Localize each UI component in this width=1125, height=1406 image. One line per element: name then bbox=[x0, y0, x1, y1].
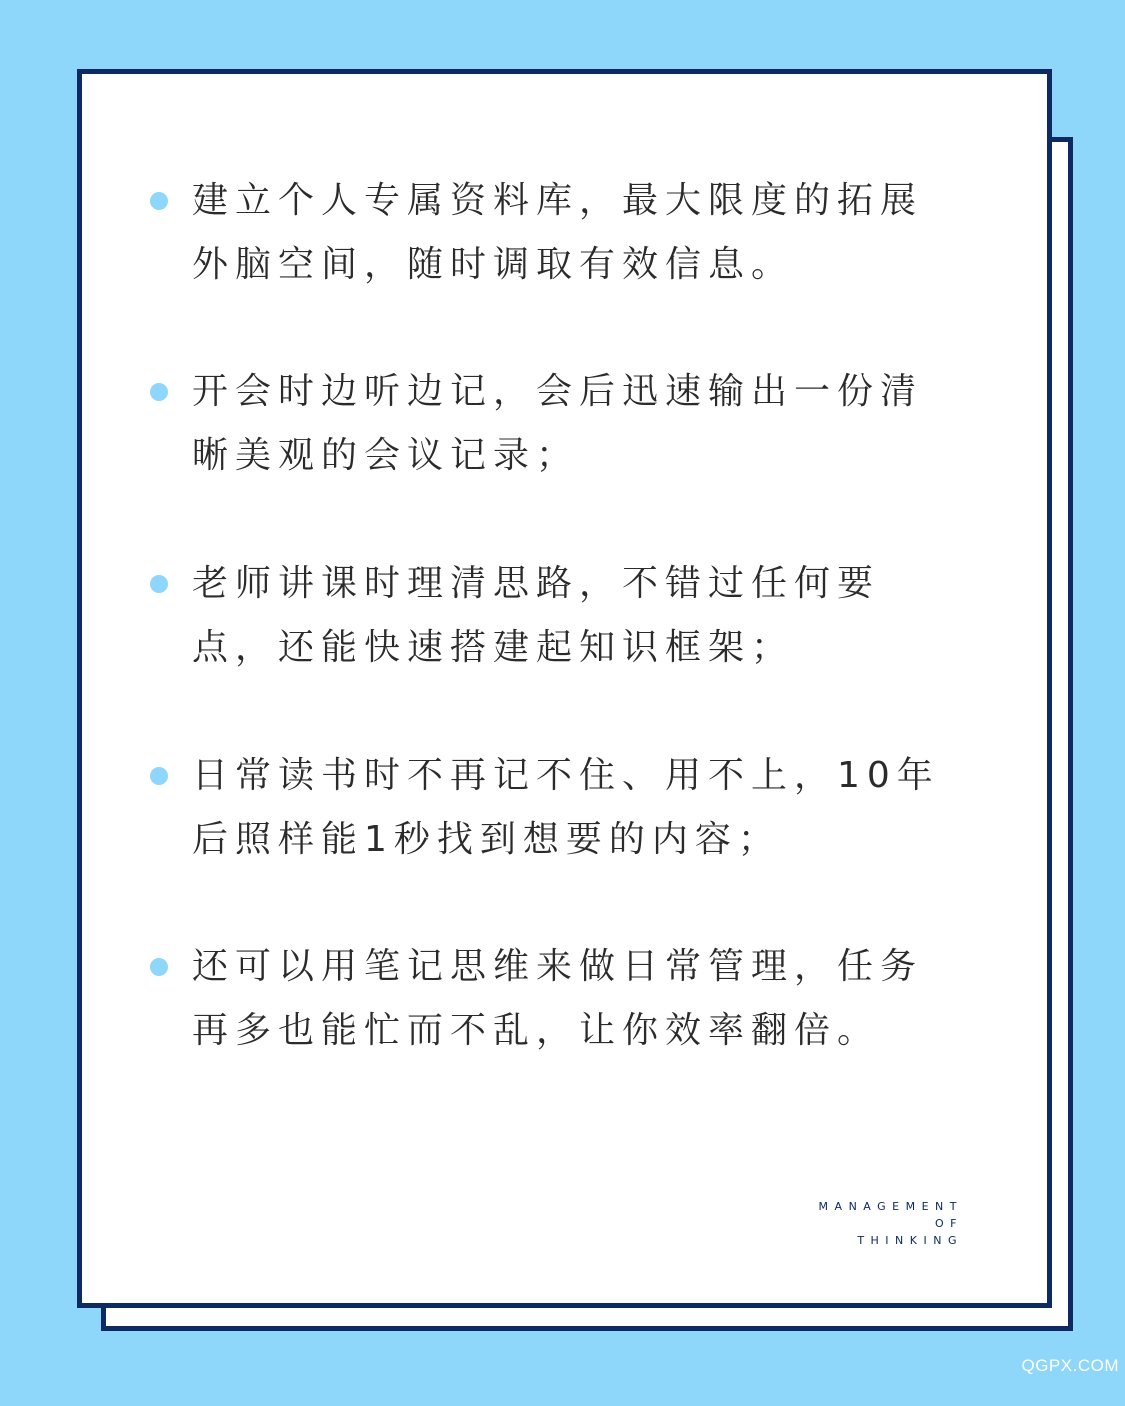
bullet-dot-icon bbox=[150, 192, 168, 210]
bullet-text-line-1: 开会时边听边记，会后迅速输出一份清 bbox=[192, 371, 924, 412]
bullet-text-line-1: 日常读书时不再记不住、用不上，10年 bbox=[192, 755, 940, 796]
bullet-text-line-2: 晰美观的会议记录； bbox=[192, 435, 580, 476]
bullet-text-line-1: 还可以用笔记思维来做日常管理，任务 bbox=[192, 946, 924, 987]
bullet-dot-icon bbox=[150, 575, 168, 593]
bullet-text-line-1: 建立个人专属资料库，最大限度的拓展 bbox=[192, 180, 924, 221]
watermark: QGPX.COM bbox=[1021, 1356, 1119, 1375]
bullet-text-line-2: 外脑空间，随时调取有效信息。 bbox=[192, 244, 795, 285]
content-card bbox=[77, 69, 1052, 1308]
bullet-text-line-2: 点，还能快速搭建起知识框架； bbox=[192, 627, 795, 668]
signature-line-2: OF bbox=[935, 1217, 963, 1230]
bullet-dot-icon bbox=[150, 767, 168, 785]
bullet-text-line-2: 后照样能1秒找到想要的内容； bbox=[192, 819, 781, 860]
bullet-dot-icon bbox=[150, 383, 168, 401]
bullet-text-line-1: 老师讲课时理清思路，不错过任何要 bbox=[192, 563, 881, 604]
bullet-text-line-2: 再多也能忙而不乱，让你效率翻倍。 bbox=[192, 1010, 881, 1051]
bullet-dot-icon bbox=[150, 958, 168, 976]
signature-line-3: THINKING bbox=[857, 1234, 963, 1247]
signature-line-1: MANAGEMENT bbox=[818, 1200, 963, 1213]
signature-block bbox=[818, 1198, 963, 1249]
